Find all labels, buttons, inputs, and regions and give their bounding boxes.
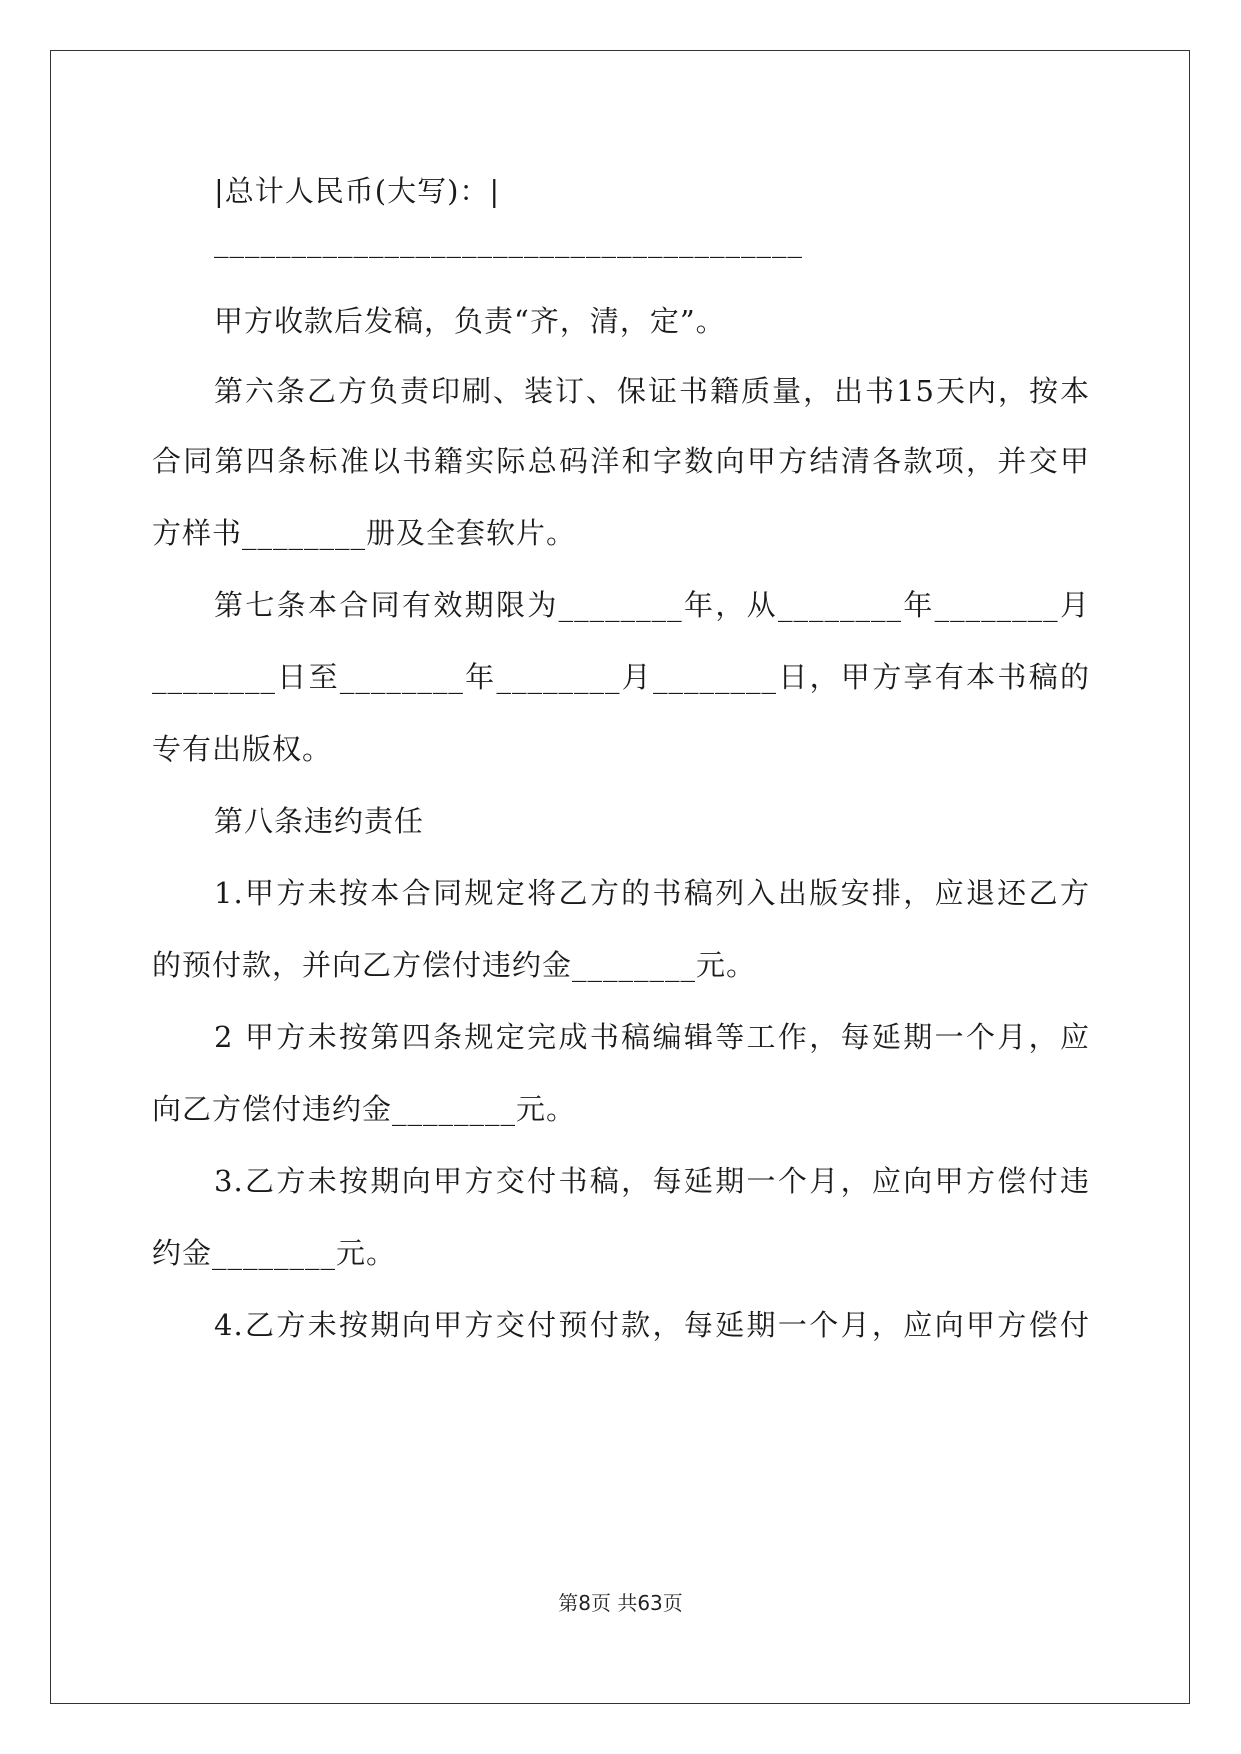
text-line-article-7-end: 专有出版权。 [152,732,333,766]
text-line-clause-2: 2 甲方未按第四条规定完成书稿编辑等工作，每延期一个月，应 [214,1020,1090,1054]
text-line-clause-1-end: 的预付款，并向乙方偿付违约金________元。 [152,948,757,982]
text-line-article-7-cont: ________日至________年________月________日，甲方享有本书稿的 [152,660,1090,694]
text-line-total-amount: |总计人民币(大写)：| [214,174,501,208]
text-line-clause-2-end: 向乙方偿付违约金________元。 [152,1092,577,1126]
text-line-clause-3: 3.乙方未按期向甲方交付书稿，每延期一个月，应向甲方偿付违 [214,1164,1090,1198]
text-line-article-6: 第六条乙方负责印刷、装订、保证书籍质量，出书15天内，按本 [214,374,1090,408]
text-line-payment: 甲方收款后发稿，负责“齐，清，定”。 [214,304,726,338]
text-line-clause-4: 4.乙方未按期向甲方交付预付款，每延期一个月，应向甲方偿付 [214,1308,1090,1342]
text-line-article-8-heading: 第八条违约责任 [214,804,425,838]
page-footer: 第8页 共63页 [558,1591,683,1615]
text-line-clause-3-end: 约金________元。 [152,1236,397,1270]
text-line-clause-1: 1.甲方未按本合同规定将乙方的书稿列入出版安排，应退还乙方 [214,876,1090,910]
text-line-article-7: 第七条本合同有效期限为________年，从________年________月 [214,588,1090,622]
text-line-article-6-cont: 合同第四条标准以书籍实际总码洋和字数向甲方结清各款项，并交甲 [152,444,1090,478]
text-line-article-6-end: 方样书________册及全套软片。 [152,516,577,550]
text-line-underline: ______________________________________ [214,224,803,258]
